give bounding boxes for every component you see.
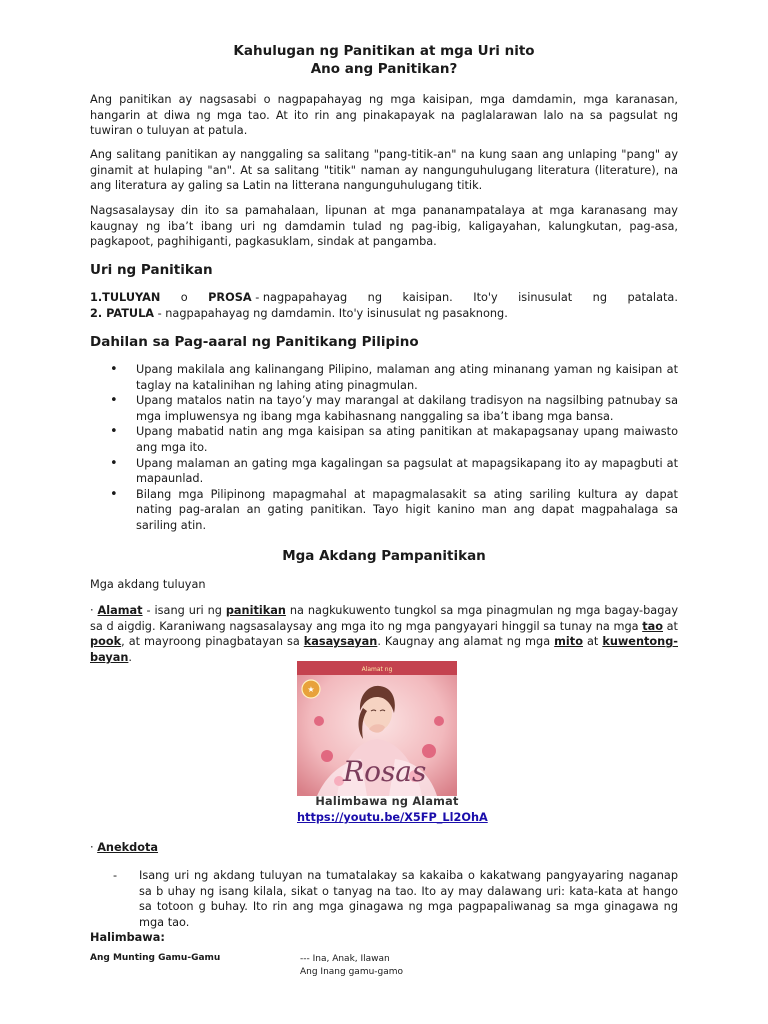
mito-link[interactable]: mito [554, 635, 583, 649]
anekdota-link[interactable]: Anekdota [97, 841, 159, 854]
tuluyan-word: patalata. [627, 291, 678, 304]
alamat-paragraph: · Alamat - isang uri ng panitikan na nagkukuwento tungkol sa mga pinagmulan ng mga bagay-bagay sa d aigdig. Karaniwang nagsasalaysay ang mga ito ng mga pangyayari hinggil sa tunay na mga tao at pook, at mayroong pinagbatayan sa kasaysayan. Kaugnay ang alamat ng mga mito at kuwentong-bayan. [90, 604, 679, 664]
uri-list [90, 290, 678, 321]
panitikan-link[interactable]: panitikan [225, 604, 286, 617]
example-right [300, 953, 403, 979]
list-item: • Upang malaman an gating mga kagalingan sa pagsulat at mapagsikapang ito ay mapagbuti at mapaunlad. [90, 456, 678, 487]
anekdota-heading: · Anekdota [90, 841, 159, 854]
list-item: • Bilang mga Pilipinong mapagmahal at mapagmalasakit sa ating sariling kultura ay dapat nating pag-aralan an gating panitikan. Tayo higit kanino man ang dapat magpahalaga sa sariling atin. [90, 487, 678, 534]
title-line-2: Ano ang Panitikan? [310, 61, 458, 77]
example-right-line-2: Ang Inang gamu-gamo [300, 967, 404, 977]
list-item: • Upang matalos natin na tayo’y may marangal at dakilang tradisyon na nagsilbing patnubay sa mga impluwensya ng ibang mga kabihasnang nanggaling sa iba’t ibang mga bansa. [90, 393, 678, 424]
patula-text: - nagpapahayag ng damdamin. Ito'y isinusulat ng pasaknong. [157, 306, 508, 320]
book-cover-title: Rosas [343, 755, 427, 788]
title-line-1: Kahulugan ng Panitikan at mga Uri nito [233, 43, 535, 59]
book-top-text: Alamat ng [361, 666, 393, 673]
list-item: • Upang mabatid natin ang mga kaisipan sa ating panitikan at makapagsanay upang maiwasto ang mga ito. [90, 424, 678, 455]
list-item: • Upang makilala ang kalinangang Pilipino, malaman ang ating minanang yaman ng kaisipan at taglay na katalinihan ng lahing ating pinagmulan. [90, 362, 678, 393]
akda-heading: Mga Akdang Pampanitikan [282, 548, 486, 564]
alamat-term-link[interactable]: Alamat [97, 604, 143, 617]
dahilan-heading: Dahilan sa Pag-aaral ng Panitikang Pilipino [90, 334, 419, 350]
uri-item-tuluyan [90, 290, 678, 306]
dahilan-list [90, 362, 678, 534]
intro-paragraph: Ang panitikan ay nagsasabi o nagpapahayag ng mga kaisipan, mga damdamin, mga karanasan, hangarin at diwa ng mga tao. At ito rin ang pinakapayak na paglalarawan lalo na sa pagsulat ng tuwiran o tuluyan at patula. [90, 93, 678, 138]
book-cover-illustration [297, 661, 457, 796]
anekdota-text: Isang uri ng akdang tuluyan na tumatalakay sa kakaiba o kakatwang pangyayaring naganap sa b uhay ng isang kilala, sikat o tanyag na tao. Ito ay may dalawang uri: kata-kata at hango sa totoon g buhay. Ito rin ang mga ginagawa ng mga pagpapaliwanag sa mga ginagawa ng mga tao. [139, 869, 678, 929]
tuluyan-word: isinusulat [518, 291, 573, 304]
kasaysayan-link[interactable]: kasaysayan [303, 635, 378, 649]
tuluyan-word: ng [367, 291, 383, 304]
alamat-caption: Halimbawa ng Alamat [315, 795, 459, 808]
etymology-paragraph: Ang salitang panitikan ay nanggaling sa salitang "pang-titik-an" na kung saan ang unlaping "pang" ay ginamit at hulaping "an". At sa salitang "titik" naman ay nangunguhulugang literatura (literature), na ang literatura ay galing sa Latin na litterana nangunguhulugang titik. [90, 148, 678, 193]
tuluyan-o: o [180, 291, 188, 304]
svg-text:★: ★ [307, 685, 315, 694]
youtube-link[interactable]: https://youtu.be/X5FP_Ll2OhA [297, 811, 488, 824]
patula-term: 2. PATULA [90, 306, 155, 320]
tuluyan-word: ng [592, 291, 608, 304]
tuluyan-word: - nagpapahayag [255, 291, 348, 304]
example-left: Ang Munting Gamu-Gamu [90, 953, 221, 963]
tuluyan-term: 1.TULUYAN [90, 291, 161, 304]
kuwentong-bayan-link[interactable]: kuwentong-bayan [90, 635, 678, 664]
themes-paragraph: Nagsasalaysay din ito sa pamahalaan, lipunan at mga pananampatalaya at mga karanasang may kaugnay ng iba’t ibang uri ng damdamin tulad ng pag-ibig, kaligayahan, kalungkutan, pag-asa, pagkapoot, paghihiganti, pagkasuklam, sindak at pangamba. [90, 204, 678, 249]
anekdota-definition [113, 868, 678, 930]
uri-heading: Uri ng Panitikan [90, 262, 213, 278]
uri-item-patula [90, 306, 678, 322]
alamat-ng-rosas-book-cover [297, 661, 457, 796]
tuluyan-word: Ito'y [473, 291, 498, 304]
tao-link[interactable]: tao [642, 619, 663, 633]
dash-bullet: - [113, 869, 118, 882]
halimbawa-label: Halimbawa: [90, 931, 165, 944]
tuluyan-word: kaisipan. [402, 291, 453, 304]
akda-subheading: Mga akdang tuluyan [90, 578, 206, 591]
prosa-term: PROSA [208, 291, 252, 304]
example-right-line-1: --- Ina, Anak, Ilawan [300, 954, 390, 964]
pook-link[interactable]: pook [90, 635, 122, 649]
